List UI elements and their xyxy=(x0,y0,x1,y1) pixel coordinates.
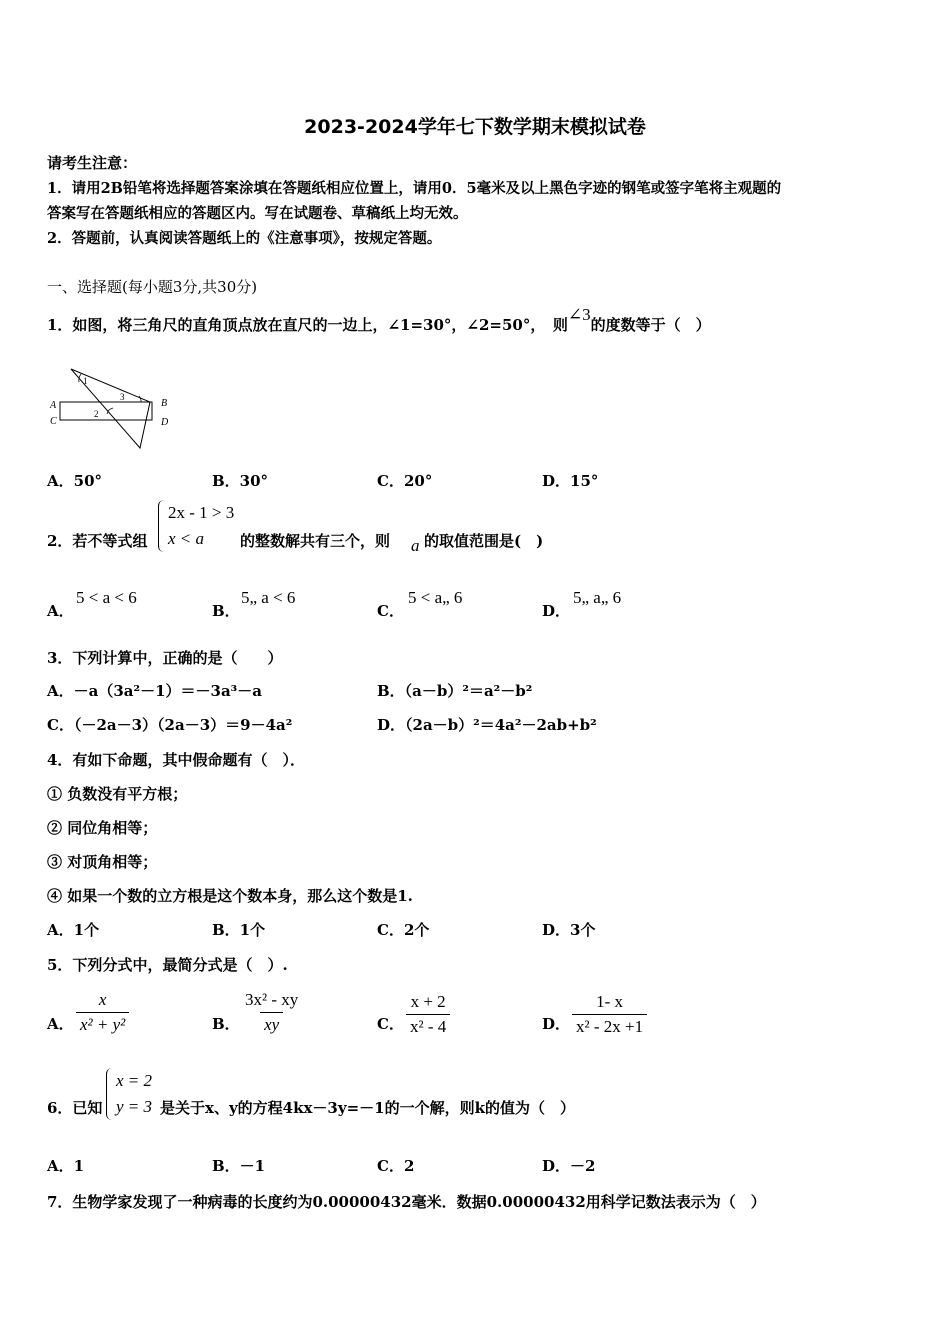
q5-option-b-fraction[interactable] xyxy=(241,990,302,1035)
q6-option-a[interactable]: A．1 xyxy=(47,1157,85,1175)
inequality-2: x < a xyxy=(168,529,205,548)
section-heading: 一、选择题(每小题3分,共30分) xyxy=(47,278,258,296)
q2-option-c-expr[interactable]: 5 < a„ 6 xyxy=(408,588,463,607)
q4-statement-1: ① 负数没有平方根； xyxy=(47,785,188,803)
q6-option-b[interactable]: B．－1 xyxy=(212,1157,266,1175)
q3-option-d[interactable]: D．（2a－b）²＝4a²－2ab+b² xyxy=(377,716,597,734)
q2-option-c-label[interactable]: C． xyxy=(377,602,404,620)
q4-option-d[interactable]: D．3个 xyxy=(542,921,596,939)
q5-option-a-fraction[interactable] xyxy=(76,990,129,1035)
q5-b-numerator: 3x² - xy xyxy=(245,990,299,1009)
q5-option-d-label[interactable]: D． xyxy=(542,1015,571,1033)
q4-statement-4: ④ 如果一个数的立方根是这个数本身，那么这个数是1. xyxy=(47,887,413,905)
q2-option-a-expr[interactable]: 5 < a < 6 xyxy=(76,588,137,607)
q5-a-denominator: x² + y² xyxy=(76,1012,129,1035)
q5-d-denominator: x² - 2x +1 xyxy=(572,1014,647,1037)
q2-option-d-expr[interactable]: 5„ a„ 6 xyxy=(573,588,622,607)
question-6-text-end: 是关于x、y的方程4kx－3y=－1的一个解，则k的值为（ ） xyxy=(160,1099,575,1117)
q2-option-b-label[interactable]: B． xyxy=(212,602,240,620)
q4-option-c[interactable]: C．2个 xyxy=(377,921,430,939)
q2-option-b-expr[interactable]: 5„ a < 6 xyxy=(241,588,296,607)
equation-x: x = 2 xyxy=(116,1071,153,1090)
question-1-text-end: 的度数等于（ ） xyxy=(590,316,711,334)
q3-option-c[interactable]: C．（－2a－3）（2a－3）＝9－4a² xyxy=(47,716,293,734)
question-2-text: 2．若不等式组 xyxy=(47,532,148,550)
q5-d-numerator: 1- x xyxy=(596,992,624,1011)
q2-option-a-label[interactable]: A． xyxy=(47,602,74,620)
figure-label-2: 2 xyxy=(94,409,99,419)
question-6-text: 6．已知 xyxy=(47,1099,103,1117)
equation-y: y = 3 xyxy=(116,1097,153,1116)
question-5-text: 5．下列分式中，最简分式是（ ）. xyxy=(47,956,288,974)
page-title: 2023-2024学年七下数学期末模拟试卷 xyxy=(304,116,646,138)
notice-heading: 请考生注意： xyxy=(47,154,138,172)
q5-option-c-fraction[interactable] xyxy=(406,992,450,1037)
ruler-shape xyxy=(60,402,152,420)
variable-a: a xyxy=(411,536,420,555)
question-2-text-end: 的取值范围是( ) xyxy=(424,532,544,550)
question-3-text: 3．下列计算中，正确的是（ ） xyxy=(47,649,283,667)
q6-option-c[interactable]: C．2 xyxy=(377,1157,415,1175)
q5-a-numerator: x xyxy=(98,990,107,1009)
q5-option-c-label[interactable]: C． xyxy=(377,1015,404,1033)
q4-statement-3: ③ 对顶角相等； xyxy=(47,853,158,871)
question-2-text-mid: 的整数解共有三个，则 xyxy=(240,532,391,550)
inequality-1: 2x - 1 > 3 xyxy=(168,503,235,522)
q3-option-b[interactable]: B．（a－b）²＝a²－b² xyxy=(377,682,533,700)
q5-b-denominator: xy xyxy=(260,1012,283,1035)
q4-statement-2: ② 同位角相等； xyxy=(47,819,158,837)
figure-label-a: A xyxy=(50,400,57,411)
q6-option-d[interactable]: D．－2 xyxy=(542,1157,596,1175)
q1-option-d[interactable]: D．15° xyxy=(542,472,599,490)
q1-option-b[interactable]: B．30° xyxy=(212,472,269,490)
q1-option-a[interactable]: A．50° xyxy=(47,472,103,490)
q4-option-a[interactable]: A．1个 xyxy=(47,921,100,939)
figure-label-c: C xyxy=(50,416,57,427)
notice-line-2: 2．答题前，认真阅读答题纸上的《注意事项》，按规定答题。 xyxy=(47,230,442,247)
q5-option-b-label[interactable]: B． xyxy=(212,1015,240,1033)
q5-option-d-fraction[interactable] xyxy=(572,992,647,1037)
question-4-text: 4．有如下命题，其中假命题有（ ）． xyxy=(47,751,305,769)
q5-option-a-label[interactable]: A． xyxy=(47,1015,74,1033)
figure-label-3: 3 xyxy=(120,392,125,402)
inequality-system xyxy=(158,500,234,552)
figure-label-1: 1 xyxy=(83,376,88,386)
question-1-text: 1．如图，将三角尺的直角顶点放在直尺的一边上，∠1=30°，∠2=50°， 则 xyxy=(47,316,568,334)
notice-line-1b: 答案写在答题纸相应的答题区内。写在试题卷、草稿纸上均无效。 xyxy=(47,205,468,222)
q4-option-b[interactable]: B．1个 xyxy=(212,921,266,939)
equation-system xyxy=(106,1068,152,1120)
q2-option-d-label[interactable]: D． xyxy=(542,602,571,620)
q5-c-denominator: x² - 4 xyxy=(406,1014,450,1037)
question-1 xyxy=(47,305,711,335)
q5-c-numerator: x + 2 xyxy=(410,992,446,1011)
figure-label-d: D xyxy=(161,417,169,428)
notice-line-1: 1．请用2B铅笔将选择题答案涂填在答题纸相应位置上，请用0．5毫米及以上黑色字迹的钢笔或签字笔将主观题的 xyxy=(47,180,782,197)
figure-label-b: B xyxy=(161,398,168,409)
question-7-text: 7．生物学家发现了一种病毒的长度约为0.00000432毫米．数据0.00000432用科学记数法表示为（ ） xyxy=(47,1193,766,1211)
q1-option-c[interactable]: C．20° xyxy=(377,472,433,490)
angle-3-symbol: ∠3 xyxy=(567,305,591,324)
q3-option-a[interactable]: A．－a（3a²－1）＝－3a³－a xyxy=(47,682,262,700)
triangle-ruler-figure xyxy=(45,362,180,452)
